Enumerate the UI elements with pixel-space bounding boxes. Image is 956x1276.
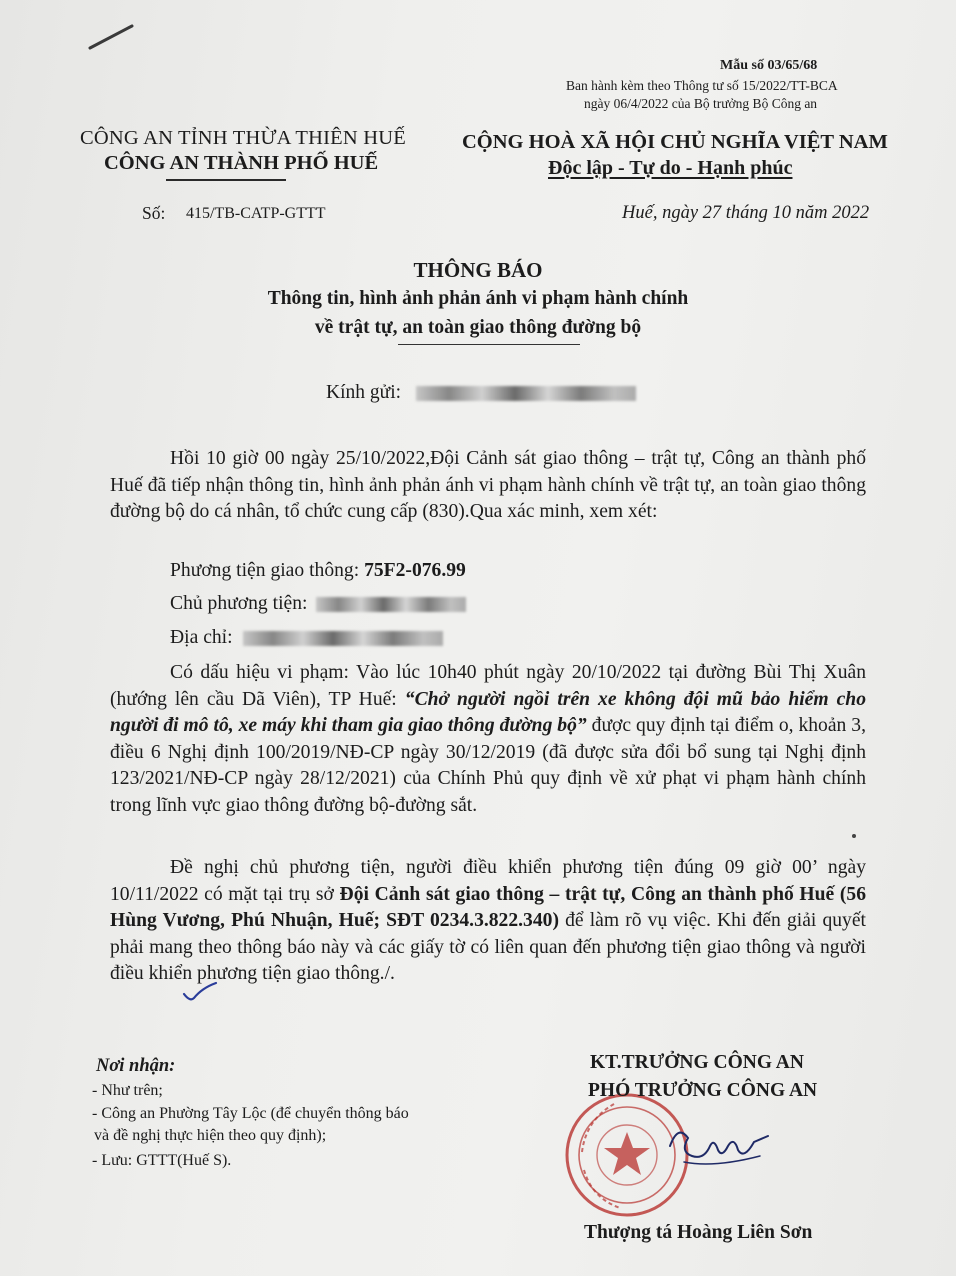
- redacted-address: [243, 631, 443, 646]
- doc-number-label: Số:: [142, 203, 166, 223]
- signer-role-line-2: PHÓ TRƯỞNG CÔNG AN: [588, 1080, 818, 1101]
- doc-number: 415/TB-CATP-GTTT: [186, 205, 326, 222]
- redacted-recipient: [416, 386, 636, 401]
- greeting-label: Kính gửi:: [326, 382, 402, 403]
- pen-stroke-mark: [88, 22, 134, 52]
- recipients-heading: Nơi nhận:: [96, 1056, 176, 1076]
- form-issued-line-1: Ban hành kèm theo Thông tư số 15/2022/TT-BCA: [566, 78, 838, 93]
- redacted-owner: [316, 597, 466, 612]
- national-motto: Độc lập - Tự do - Hạnh phúc: [548, 157, 793, 179]
- recipient-item: - Lưu: GTTT(Huế S).: [92, 1152, 232, 1169]
- doc-subtitle-line-2: về trật tự, an toàn giao thông đường bộ: [314, 317, 642, 338]
- agency-parent: CÔNG AN TỈNH THỪA THIÊN HUẾ: [80, 127, 406, 149]
- recipient-item: và đề nghị thực hiện theo quy định);: [94, 1127, 327, 1144]
- country-name: CỘNG HOÀ XÃ HỘI CHỦ NGHĨA VIỆT NAM: [462, 131, 888, 153]
- form-issued-line-2: ngày 06/4/2022 của Bộ trưởng Bộ Công an: [584, 96, 818, 111]
- doc-date: Huế, ngày 27 tháng 10 năm 2022: [622, 203, 870, 223]
- vehicle-field: Phương tiện giao thông: 75F2-076.99: [170, 560, 466, 581]
- handwritten-check-mark: [180, 980, 220, 1004]
- recipient-item: - Như trên;: [92, 1082, 163, 1099]
- office-address: Đội Cảnh sát giao thông – trật tự, Công an thành phố Huế (56 Hùng Vương, Phú Nhuận, Huế; SĐT 0234.3.822.340): [110, 883, 867, 931]
- owner-field: Chủ phương tiện:: [170, 593, 466, 615]
- paragraph-request: Đề nghị chủ phương tiện, người điều khiển phương tiện đúng 09 giờ 00’ ngày 10/11/2022 có mặt tại trụ sở Đội Cảnh sát giao thông – trật tự, Công an thành phố Huế (56 Hùng Vương, Phú Nhuận, Huế; SĐT 0234.3.822.340) để làm rõ vụ việc. Khi đến giải quyết phải mang theo thông báo này và các giấy tờ có liên quan đến phương tiện giao thông và người điều khiển phương tiện giao thông./.: [110, 857, 867, 984]
- agency-name: CÔNG AN THÀNH PHỐ HUẾ: [104, 152, 379, 174]
- recipient-item: - Công an Phường Tây Lộc (để chuyển thông báo: [92, 1105, 409, 1122]
- signer-name: Thượng tá Hoàng Liên Sơn: [584, 1222, 813, 1243]
- recipient-greeting: [326, 382, 636, 404]
- subtitle-underline: [398, 344, 580, 345]
- paragraph-violation: Có dấu hiệu vi phạm: Vào lúc 10h40 phút ngày 20/10/2022 tại đường Bùi Thị Xuân (hướng lên cầu Dã Viên), TP Huế: “Chở người ngồi trên xe không đội mũ bảo hiểm cho người đi mô tô, xe máy khi tham gia giao thông đường bộ” được quy định tại điểm o, khoản 3, điều 6 Nghị định 100/2019/NĐ-CP ngày 30/12/2019 (đã được sửa đổi bổ sung tại Nghị định 123/2021/NĐ-CP ngày 28/12/2021) của Chính Phủ quy định về xử phạt vi phạm hành chính trong lĩnh vực giao thông đường bộ-đường sắt.: [110, 662, 866, 816]
- signer-role-line-1: KT.TRƯỞNG CÔNG AN: [590, 1052, 804, 1073]
- ink-dot: [852, 834, 856, 838]
- agency-underline: [166, 179, 286, 181]
- address-field: Địa chỉ:: [170, 627, 443, 649]
- vehicle-plate: 75F2-076.99: [364, 560, 466, 581]
- doc-subtitle-line-1: Thông tin, hình ảnh phản ánh vi phạm hành chính: [267, 288, 689, 309]
- paragraph-intro: Hồi 10 giờ 00 ngày 25/10/2022,Đội Cảnh sát giao thông – trật tự, Công an thành phố Huế đã tiếp nhận thông tin, hình ảnh phản ánh vi phạm hành chính về trật tự, an toàn giao thông đường bộ do cá nhân, tổ chức cung cấp (830).Qua xác minh, xem xét:: [110, 448, 866, 522]
- form-number: Mẫu số 03/65/68: [720, 58, 818, 73]
- handwritten-signature: [664, 1116, 774, 1176]
- doc-title: THÔNG BÁO: [413, 258, 543, 282]
- violation-description: “Chở người ngồi trên xe không đội mũ bảo hiểm cho người đi mô tô, xe máy khi tham gia giao thông đường bộ”: [110, 688, 866, 736]
